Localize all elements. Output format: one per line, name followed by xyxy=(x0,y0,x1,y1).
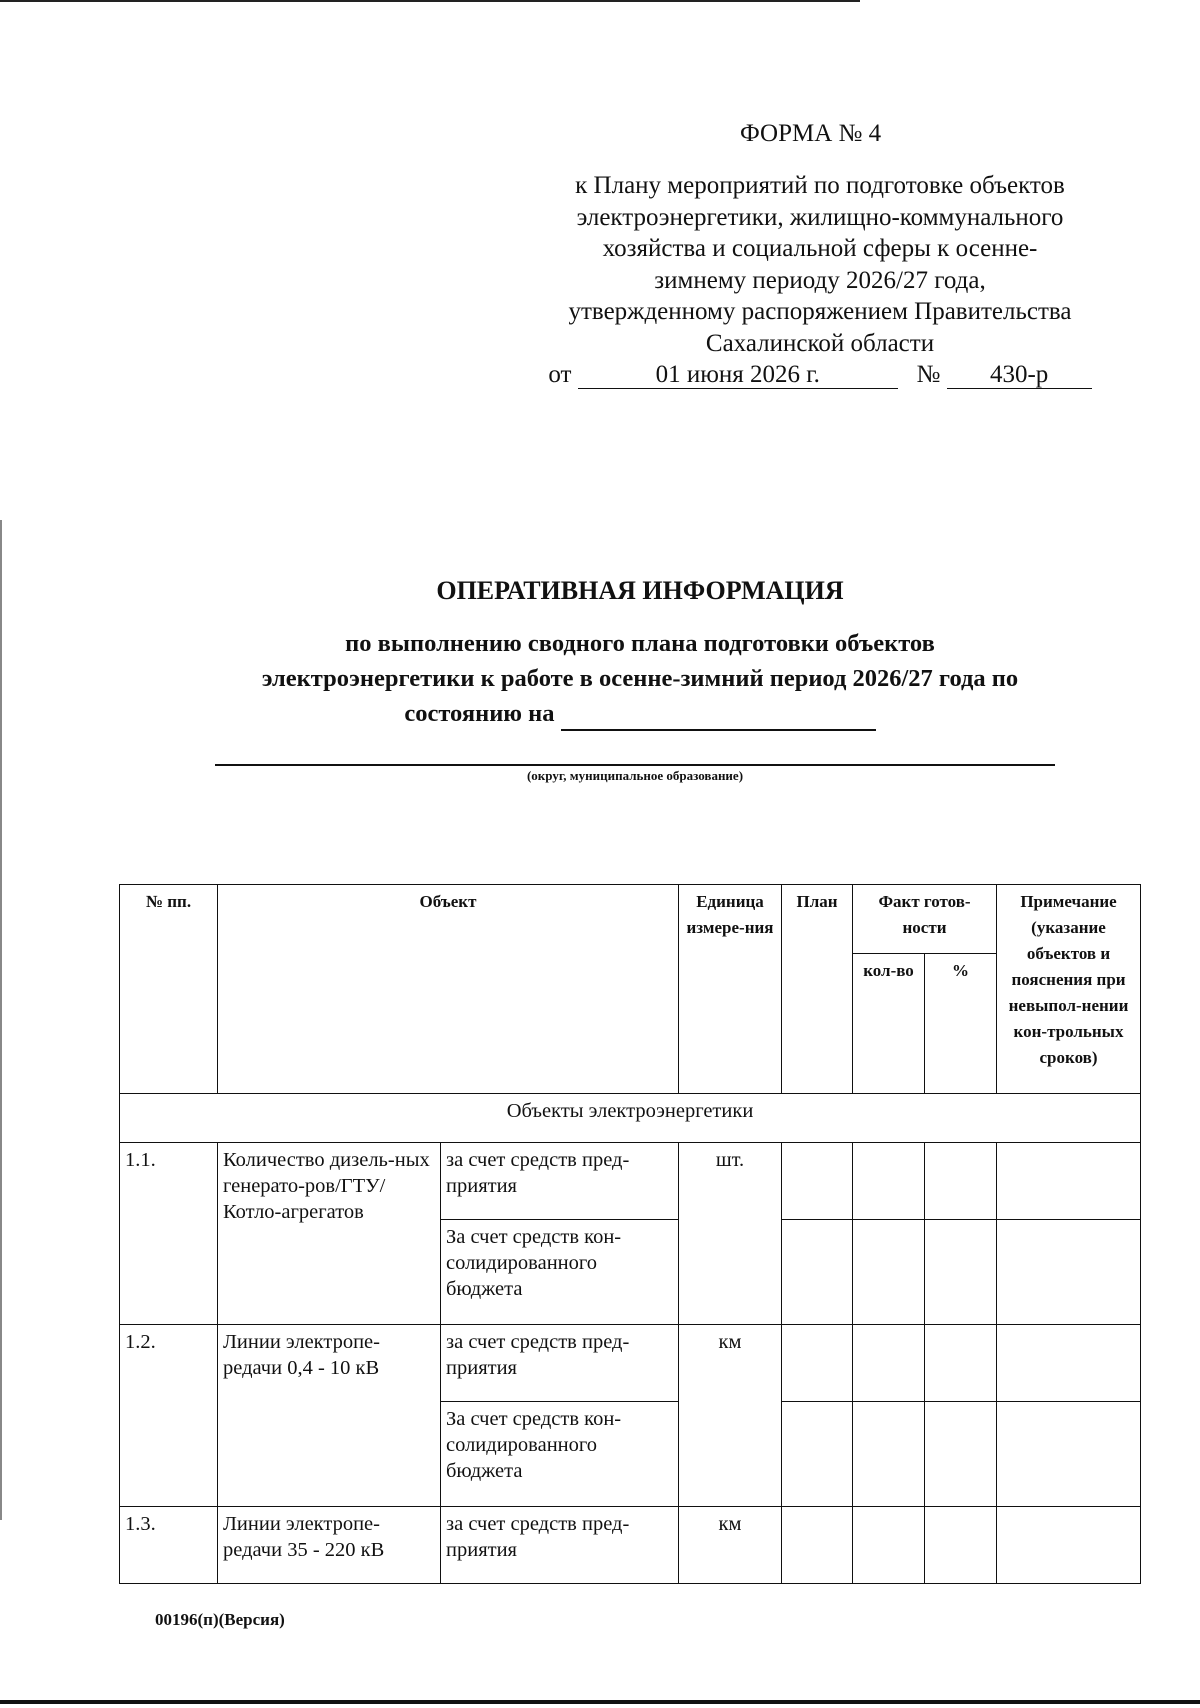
header-note: Примечание (указание объектов и пояснения при невыпол-нении кон-трольных сроков) xyxy=(997,885,1141,1094)
header-unit: Единица измере-ния xyxy=(679,885,782,1094)
status-label: состоянию на xyxy=(404,700,555,727)
reference-line: электроэнергетики, жилищно-коммунального xyxy=(576,203,1064,231)
reference-line: к Плану мероприятий по подготовке объектов xyxy=(575,172,1065,199)
table-section-row xyxy=(120,1094,1141,1143)
table-header-row xyxy=(120,885,1141,954)
scan-edge-top xyxy=(0,0,860,2)
header-plan: План xyxy=(782,885,853,1094)
reference-block xyxy=(520,170,1120,391)
row-source: за счет средств пред-приятия xyxy=(441,1325,679,1402)
count-cell[interactable] xyxy=(853,1143,925,1220)
readiness-table xyxy=(119,884,1141,1584)
reference-line: Сахалинской области xyxy=(705,329,935,357)
number-label: № xyxy=(916,361,941,388)
subtitle-line: по выполнению сводного плана подготовки объектов xyxy=(345,630,935,657)
plan-cell[interactable] xyxy=(782,1325,853,1402)
row-source: За счет средств кон-солидированного бюджета xyxy=(441,1402,679,1507)
percent-cell[interactable] xyxy=(925,1507,997,1584)
percent-cell[interactable] xyxy=(925,1220,997,1325)
header-percent: % xyxy=(925,954,997,1094)
note-cell[interactable] xyxy=(997,1325,1141,1402)
status-date-blank xyxy=(561,703,876,731)
count-cell[interactable] xyxy=(853,1402,925,1507)
table-row xyxy=(120,1325,1141,1402)
note-cell[interactable] xyxy=(997,1507,1141,1584)
reference-line: утвержденному распоряжением Правительства xyxy=(568,298,1072,325)
row-unit: км xyxy=(679,1325,782,1507)
scan-edge-bottom xyxy=(0,1700,1200,1704)
subtitle xyxy=(140,626,1140,731)
row-unit: шт. xyxy=(679,1143,782,1325)
reference-line: хозяйства и социальной сферы к осенне- xyxy=(602,235,1038,262)
row-unit: км xyxy=(679,1507,782,1584)
header-num: № пп. xyxy=(120,885,218,1094)
plan-cell[interactable] xyxy=(782,1143,853,1220)
row-source: за счет средств пред-приятия xyxy=(441,1143,679,1220)
row-source: За счет средств кон-солидированного бюджета xyxy=(441,1220,679,1325)
percent-cell[interactable] xyxy=(925,1402,997,1507)
section-title: Объекты электроэнергетики xyxy=(120,1094,1141,1143)
plan-cell[interactable] xyxy=(782,1402,853,1507)
footer-code: 00196(п)(Версия) xyxy=(155,1610,285,1629)
plan-cell[interactable] xyxy=(782,1507,853,1584)
table-row xyxy=(120,1143,1141,1220)
reference-line: зимнему периоду 2026/27 года, xyxy=(654,266,986,294)
district-blank-line xyxy=(215,764,1055,766)
row-source: за счет средств пред-приятия xyxy=(441,1507,679,1584)
row-object: Количество дизель-ных генерато-ров/ГТУ/Котло-агрегатов xyxy=(218,1143,441,1325)
row-num: 1.3. xyxy=(120,1507,218,1584)
header-fact: Факт готов-ности xyxy=(853,885,997,954)
table-row xyxy=(120,1507,1141,1584)
form-title: ФОРМА № 4 xyxy=(740,120,882,147)
count-cell[interactable] xyxy=(853,1325,925,1402)
from-label: от xyxy=(548,361,572,388)
scan-edge-left xyxy=(0,520,2,1520)
decree-date: 01 июня 2026 г. xyxy=(578,362,898,389)
row-object: Линии электропе-редачи 0,4 - 10 кВ xyxy=(218,1325,441,1507)
header-object: Объект xyxy=(218,885,679,1094)
note-cell[interactable] xyxy=(997,1402,1141,1507)
percent-cell[interactable] xyxy=(925,1143,997,1220)
subtitle-line: электроэнергетики к работе в осенне-зимний период 2026/27 года по xyxy=(261,665,1019,692)
percent-cell[interactable] xyxy=(925,1325,997,1402)
reference-date-number-line xyxy=(520,359,1120,391)
page-title: ОПЕРАТИВНАЯ ИНФОРМАЦИЯ xyxy=(436,576,844,605)
note-cell[interactable] xyxy=(997,1143,1141,1220)
decree-number: 430-р xyxy=(947,362,1092,389)
row-object: Линии электропе-редачи 35 - 220 кВ xyxy=(218,1507,441,1584)
subtitle-status-line xyxy=(140,696,1140,731)
row-num: 1.1. xyxy=(120,1143,218,1325)
note-cell[interactable] xyxy=(997,1220,1141,1325)
district-caption: (округ, муниципальное образование) xyxy=(526,768,744,783)
plan-cell[interactable] xyxy=(782,1220,853,1325)
header-count: кол-во xyxy=(853,954,925,1094)
count-cell[interactable] xyxy=(853,1507,925,1584)
count-cell[interactable] xyxy=(853,1220,925,1325)
row-num: 1.2. xyxy=(120,1325,218,1507)
